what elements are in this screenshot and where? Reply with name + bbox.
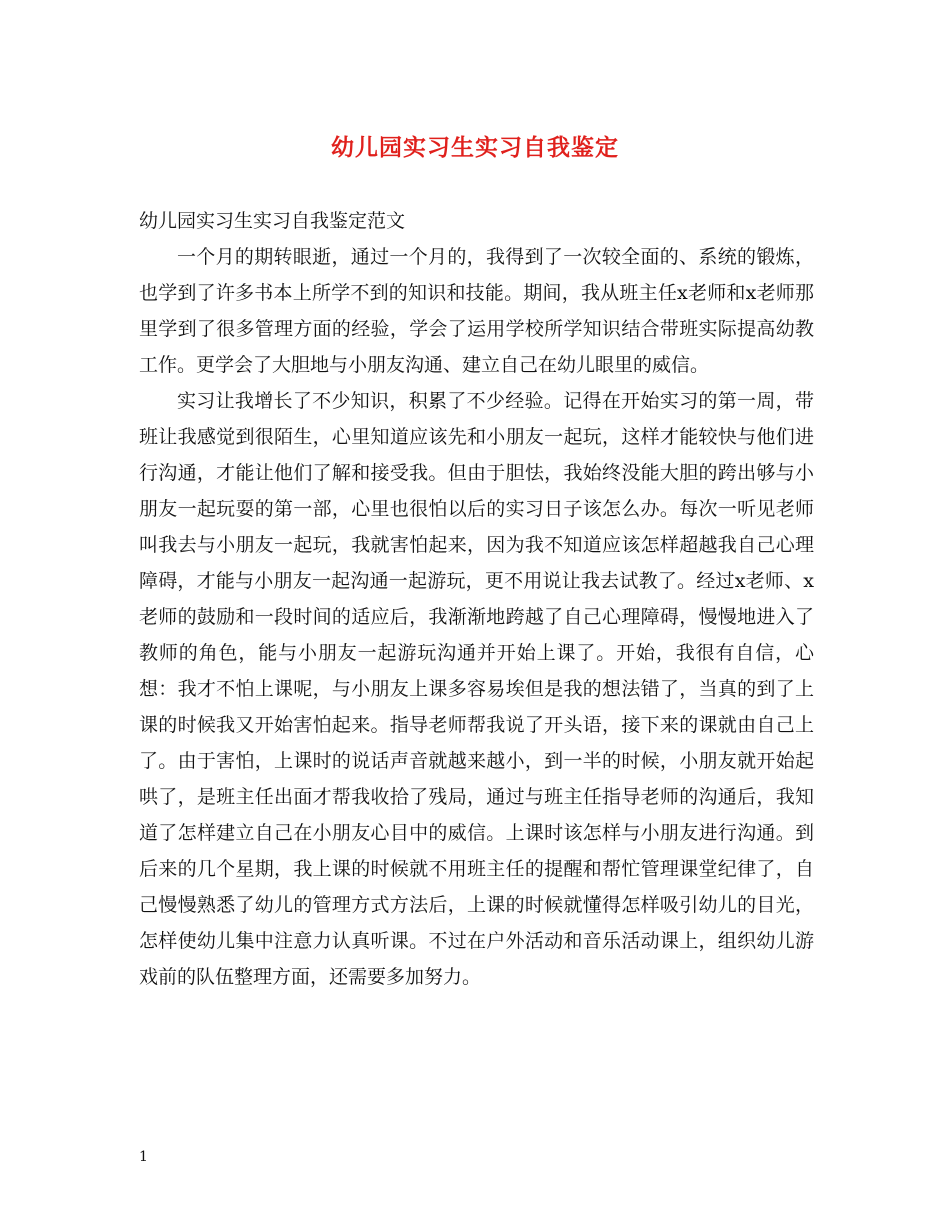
document-title: 幼儿园实习生实习自我鉴定 [331, 134, 619, 161]
document-subtitle: 幼儿园实习生实习自我鉴定范文 [139, 210, 406, 232]
document-body [139, 203, 814, 995]
page-number: 1 [139, 1149, 148, 1165]
paragraph-1: 一个月的期转眼逝，通过一个月的，我得到了一次较全面的、系统的锻炼，也学到了许多书本上所学不到的知识和技能。期间，我从班主任x老师和x老师那里学到了很多管理方面的经验，学会了运用学校所学知识结合带班实际提高幼教工作。更学会了大胆地与小朋友沟通、建立自己在幼儿眼里的威信。 [139, 246, 814, 376]
paragraph-2: 实习让我增长了不少知识，积累了不少经验。记得在开始实习的第一周，带班让我感觉到很陌生，心里知道应该先和小朋友一起玩，这样才能较快与他们进行沟通，才能让他们了解和接受我。但由于胆怯，我始终没能大胆的跨出够与小朋友一起玩耍的第一部，心里也很怕以后的实习日子该怎么办。每次一听见老师叫我去与小朋友一起玩，我就害怕起来，因为我不知道应该怎样超越我自己心理障碍，才能与小朋友一起沟通一起游玩，更不用说让我去试教了。经过x老师、x老师的鼓励和一段时间的适应后，我渐渐地跨越了自己心理障碍，慢慢地进入了教师的角色，能与小朋友一起游玩沟通并开始上课了。开始，我很有自信，心想：我才不怕上课呢，与小朋友上课多容易埃但是我的想法错了，当真的到了上课的时候我又开始害怕起来。指导老师帮我说了开头语，接下来的课就由自己上了。由于害怕，上课时的说话声音就越来越小，到一半的时候，小朋友就开始起哄了，是班主任出面才帮我收拾了残局，通过与班主任指导老师的沟通后，我知道了怎样建立自己在小朋友心目中的威信。上课时该怎样与小朋友进行沟通。到后来的几个星期，我上课的时候就不用班主任的提醒和帮忙管理课堂纪律了，自己慢慢熟悉了幼儿的管理方式方法后，上课的时候就懂得怎样吸引幼儿的目光，怎样使幼儿集中注意力认真听课。不过在户外活动和音乐活动课上，组织幼儿游戏前的队伍整理方面，还需要多加努力。 [139, 390, 814, 988]
